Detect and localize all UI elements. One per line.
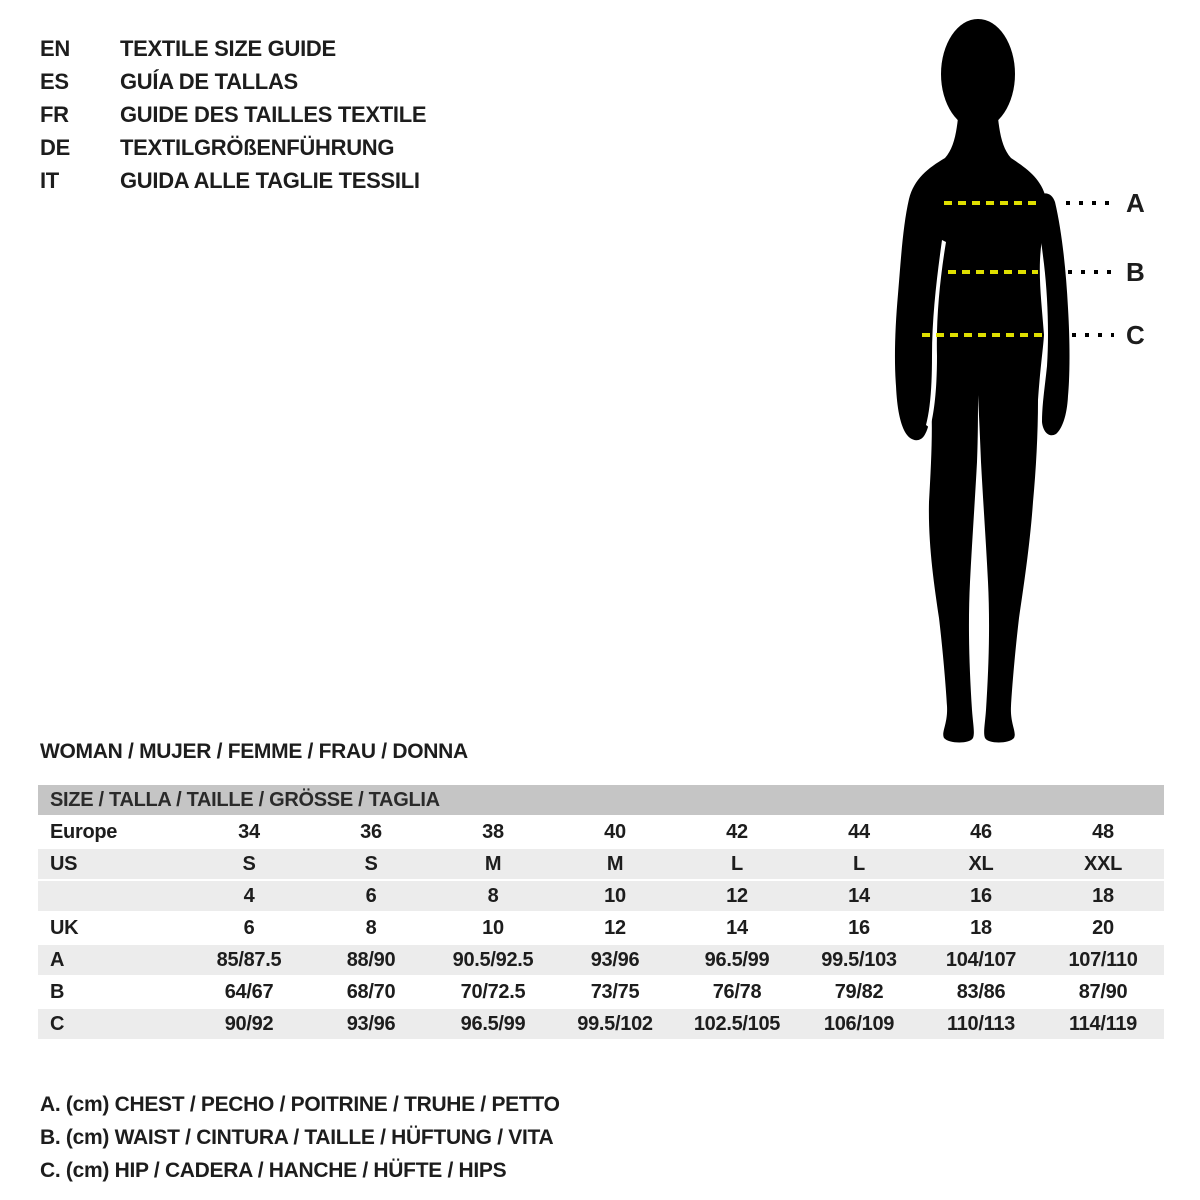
table-cell: 70/72.5 [460,981,526,1003]
language-title: GUIDA ALLE TAGLIE TESSILI [120,168,420,193]
table-cell: 34 [238,821,260,843]
table-cell: 12 [726,885,748,907]
measurement-legend [40,1088,560,1187]
table-cell: 83/86 [956,981,1006,1003]
table-cell: 110/113 [947,1013,1015,1035]
table-cell: 12 [604,917,626,939]
table-cell: 10 [604,885,626,907]
marker-label-a: A [1126,188,1145,218]
table-cell: 48 [1092,821,1114,843]
language-title: TEXTILGRÖßENFÜHRUNG [120,135,395,160]
table-cell: 8 [487,885,499,907]
language-row [40,131,426,164]
table-cell: 90.5/92.5 [452,949,534,971]
table-cell: 6 [243,917,255,939]
table-cell: 104/107 [945,949,1017,971]
table-row [38,977,1164,1007]
table-cell: 38 [482,821,504,843]
row-label: Europe [50,821,118,843]
row-label: US [50,853,78,875]
table-cell: 10 [482,917,504,939]
table-cell: 40 [604,821,626,843]
silhouette-body [895,118,1047,743]
table-cell: 4 [243,885,255,907]
row-label: A [50,949,65,971]
marker-label-c: C [1126,320,1145,350]
table-cell: 107/110 [1068,949,1138,971]
table-cell: 99.5/103 [821,949,897,971]
language-code: FR [40,102,69,127]
legend-line: A. (cm) CHEST / PECHO / POITRINE / TRUHE / PETTO [40,1093,560,1116]
table-cell: 20 [1092,917,1114,939]
table-cell: 6 [365,885,377,907]
table-cell: 68/70 [346,981,396,1003]
language-title: GUIDE DES TAILLES TEXTILE [120,102,427,127]
table-cell: 87/90 [1078,981,1128,1003]
table-cell: 46 [970,821,992,843]
table-cell: XL [968,853,994,875]
table-cell: 16 [848,917,870,939]
table-cell: 102.5/105 [693,1013,781,1035]
table-row [38,1009,1164,1039]
table-cell: 93/96 [346,1013,396,1035]
table-cell: XXL [1084,853,1122,875]
language-list [40,32,426,197]
woman-silhouette-svg [850,5,1170,755]
table-cell: 64/67 [224,981,274,1003]
language-row [40,32,426,65]
legend-line: C. (cm) HIP / CADERA / HANCHE / HÜFTE / HIPS [40,1159,507,1182]
table-cell: 73/75 [590,981,640,1003]
table-cell: 14 [726,917,748,939]
table-row [38,817,1164,847]
table-cell: 76/78 [712,981,762,1003]
table-cell: 14 [848,885,870,907]
language-row [40,65,426,98]
table-cell: 93/96 [590,949,640,971]
table-cell: 90/92 [224,1013,274,1035]
silhouette-head [941,19,1015,129]
table-cell: 79/82 [834,981,884,1003]
size-table [38,785,1164,1039]
table-cell: 8 [365,917,377,939]
table-cell: 42 [726,821,748,843]
table-cell: 106/109 [823,1013,895,1035]
language-row [40,98,426,131]
marker-label-b: B [1126,257,1145,287]
size-table-header: SIZE / TALLA / TAILLE / GRÖSSE / TAGLIA [38,785,1164,815]
language-code: IT [40,168,59,193]
table-cell: 99.5/102 [577,1013,653,1035]
table-cell: 114/119 [1069,1013,1137,1035]
language-code: DE [40,135,70,160]
row-label [38,881,188,911]
woman-silhouette-figure [850,5,1170,755]
table-cell: 88/90 [346,949,396,971]
table-row [38,913,1164,943]
row-label: C [50,1013,65,1035]
legend-line: B. (cm) WAIST / CINTURA / TAILLE / HÜFTUNG / VITA [40,1126,554,1149]
table-cell: 18 [970,917,992,939]
table-cell: 96.5/99 [704,949,770,971]
section-title: WOMAN / MUJER / FEMME / FRAU / DONNA [40,740,468,763]
language-row [40,164,426,197]
size-table-body [38,817,1164,1039]
table-cell: 44 [848,821,870,843]
table-row [38,849,1164,879]
table-cell: M [606,853,624,875]
language-code: EN [40,36,70,61]
table-cell: 36 [360,821,382,843]
table-row [38,881,1164,911]
table-cell: 18 [1092,885,1114,907]
language-code: ES [40,69,69,94]
row-label: B [50,981,65,1003]
language-title: GUÍA DE TALLAS [120,69,298,94]
table-row [38,945,1164,975]
table-cell: M [484,853,502,875]
language-title: TEXTILE SIZE GUIDE [120,36,336,61]
row-label: UK [50,917,79,939]
table-cell: 16 [970,885,992,907]
table-cell: L [853,853,865,875]
table-cell: L [731,853,743,875]
table-cell: 85/87.5 [216,949,282,971]
table-cell: 96.5/99 [460,1013,526,1035]
table-cell: S [364,853,378,875]
table-cell: S [242,853,256,875]
